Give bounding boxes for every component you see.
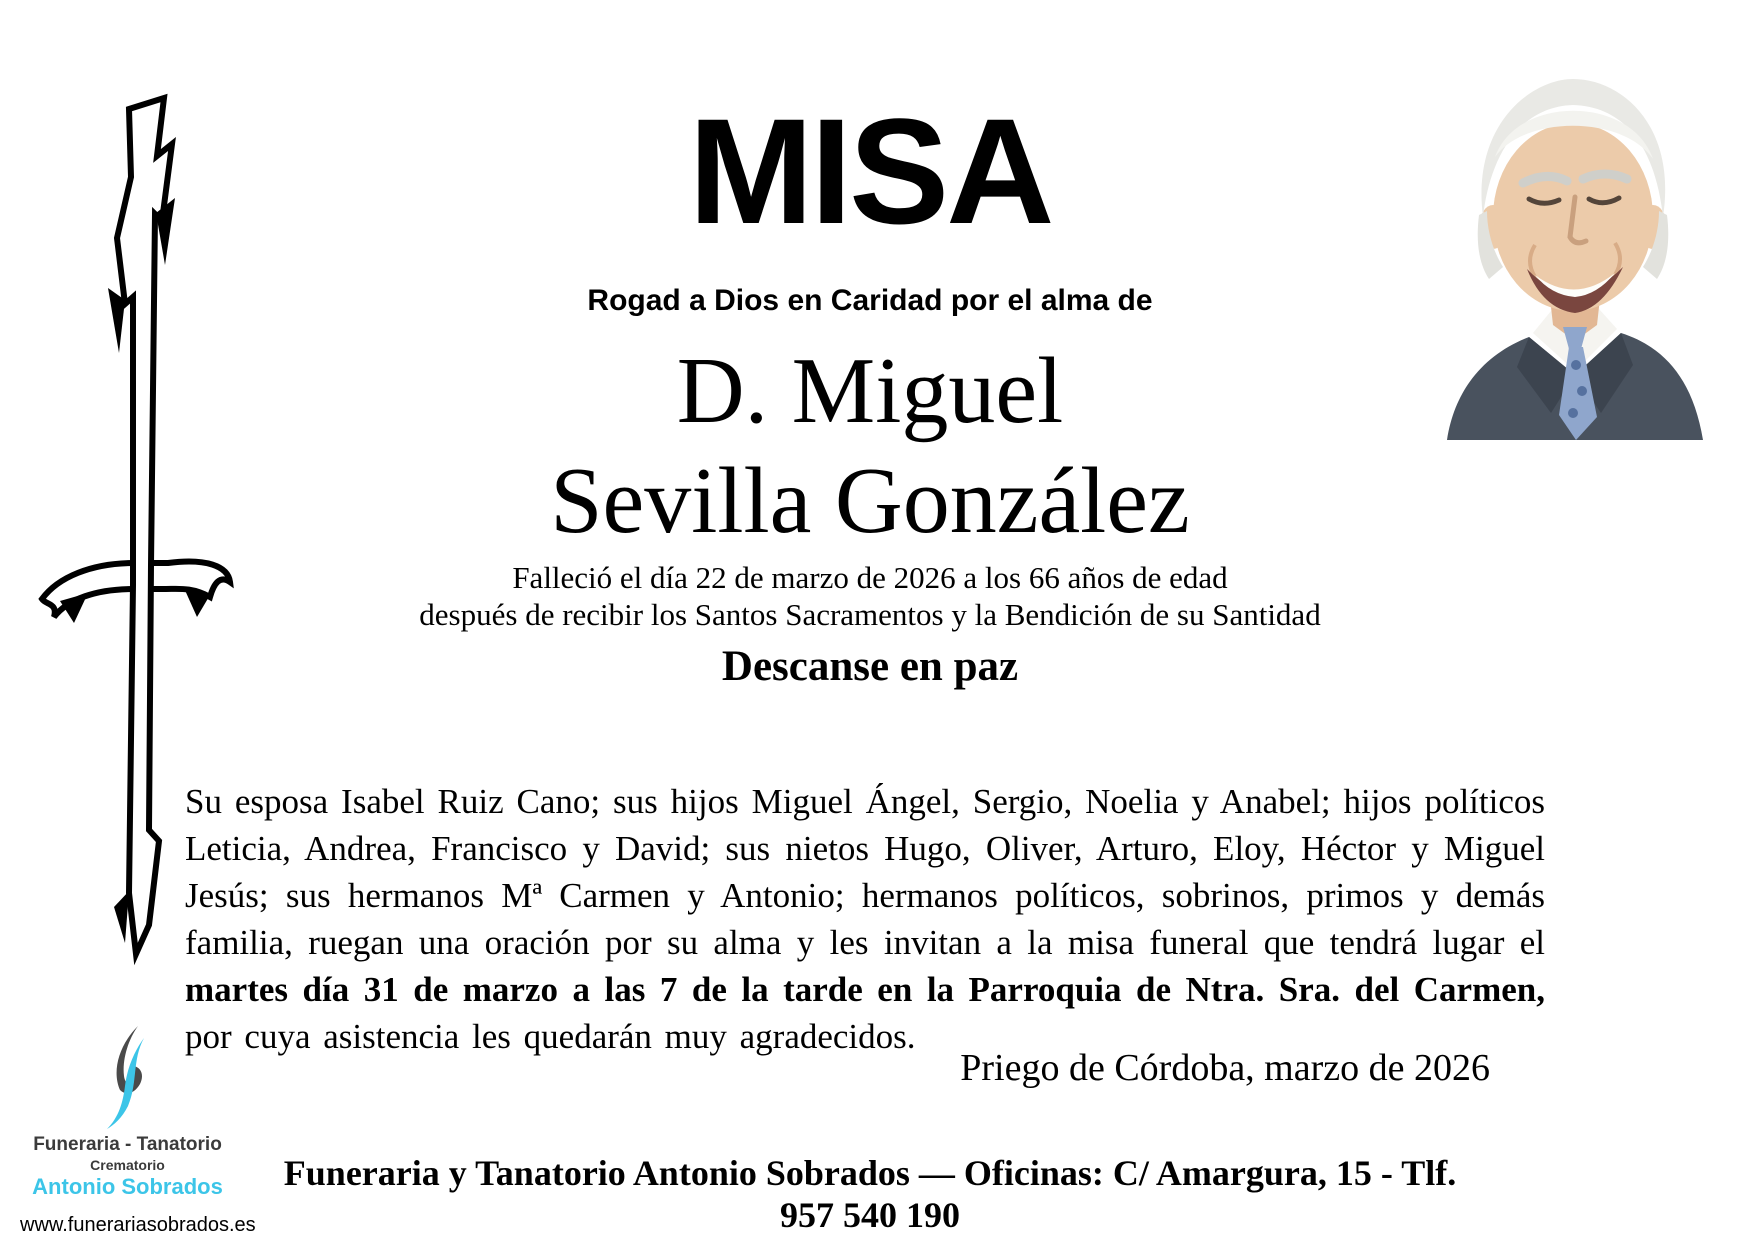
logo-line-crematorio: Crematorio	[90, 1157, 165, 1173]
rest-in-peace: Descanse en paz	[721, 643, 1019, 690]
obituary-text-bold: martes día 31 de marzo a las 7 de la tarde en la Parroquia de Ntra. Sra. del Carmen,	[185, 970, 1545, 1009]
funeral-home-logo	[20, 1022, 256, 1237]
obituary-paragraph	[185, 778, 1545, 1060]
funeral-home-footer: Funeraria y Tanatorio Antonio Sobrados — Oficinas: C/ Amargura, 15 - Tlf. 957 540 190	[283, 1153, 1457, 1235]
death-notice-line2: después de recibir los Santos Sacramentos y la Bendición de su Santidad	[419, 597, 1321, 632]
place-date: Priego de Córdoba, marzo de 2026	[960, 1047, 1490, 1089]
obituary-text-before: Su esposa Isabel Ruiz Cano; sus hijos Miguel Ángel, Sergio, Noelia y Anabel; hijos políticos Leticia, Andrea, Francisco y David; sus nietos Hugo, Oliver, Arturo, Eloy, Héctor y Miguel Jesús; sus hermanos Mª Carmen y Antonio; hermanos políticos, sobrinos, primos y demás familia, ruegan una oración por su alma y les invitan a la misa funeral que tendrá lugar el	[185, 782, 1545, 962]
logo-line-funeraria-tanatorio: Funeraria - Tanatorio	[33, 1134, 222, 1155]
logo-line-antonio-sobrados: Antonio Sobrados	[32, 1174, 223, 1199]
deceased-name-line2: Sevilla González	[550, 449, 1190, 553]
page-title: MISA	[688, 87, 1052, 255]
deceased-name-line1: D. Miguel	[676, 339, 1064, 443]
invocation-text: Rogad a Dios en Caridad por el alma de	[587, 284, 1153, 317]
logo-swoosh-icon	[98, 1022, 158, 1132]
logo-website: www.funerariasobrados.es	[20, 1214, 256, 1236]
death-notice-line1: Falleció el día 22 de marzo de 2026 a los 66 años de edad	[512, 560, 1228, 595]
obituary-text-after: por cuya asistencia les quedarán muy agradecidos.	[185, 1017, 916, 1056]
